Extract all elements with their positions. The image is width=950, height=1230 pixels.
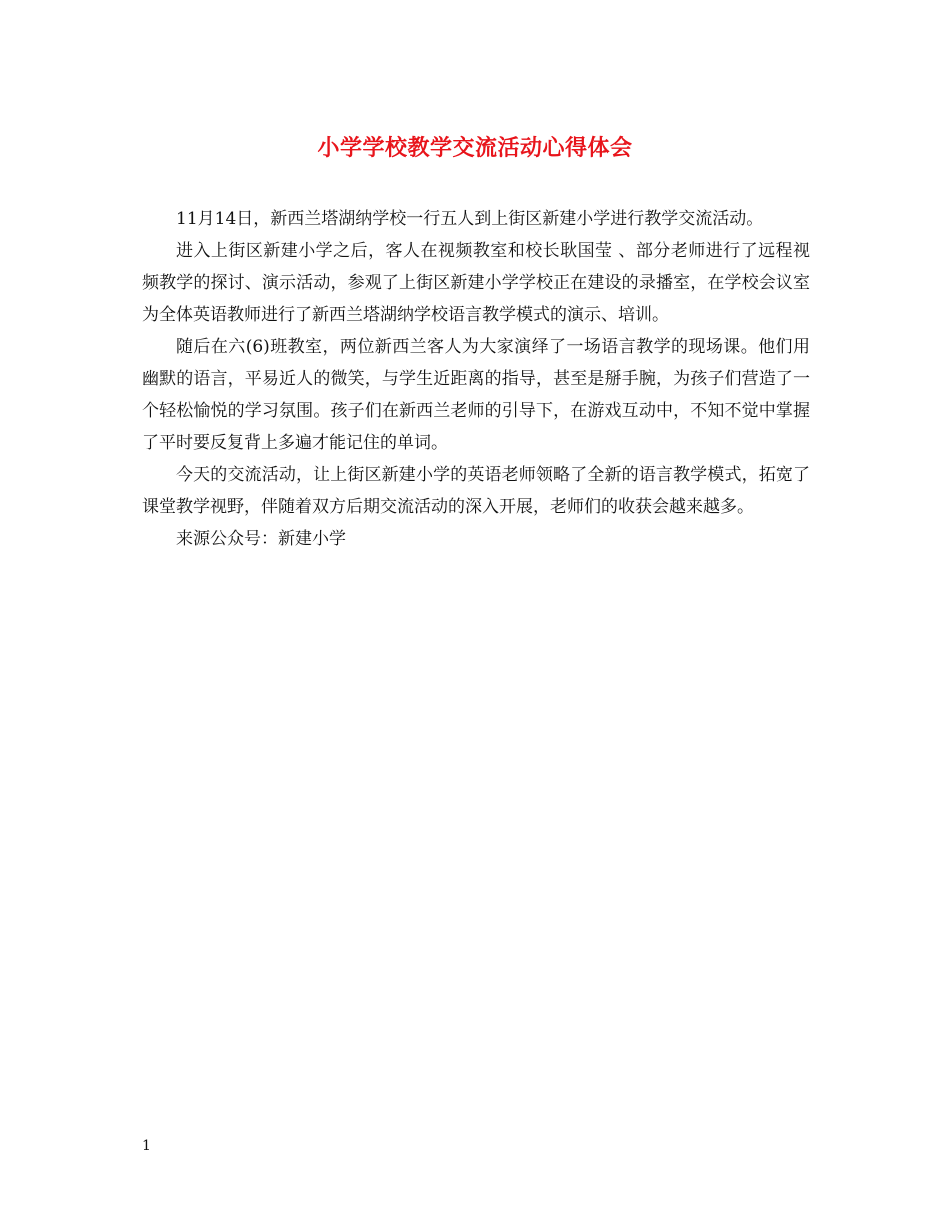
paragraph-2: 进入上街区新建小学之后，客人在视频教室和校长耿国莹 、部分老师进行了远程视频教学的探讨、演示活动，参观了上街区新建小学学校正在建设的录播室，在学校会议室为全体英语教师进行了新西兰塔湖纳学校语言教学模式的演示、培训。 bbox=[142, 241, 810, 325]
document-body bbox=[142, 203, 810, 555]
document-title: 小学学校教学交流活动心得体会 bbox=[317, 135, 633, 161]
source-line: 来源公众号：新建小学 bbox=[176, 529, 346, 549]
page-number: 1 bbox=[142, 1138, 151, 1154]
paragraph-4: 今天的交流活动，让上街区新建小学的英语老师领略了全新的语言教学模式，拓宽了课堂教学视野，伴随着双方后期交流活动的深入开展，老师们的收获会越来越多。 bbox=[142, 465, 810, 517]
paragraph-1: 11月14日，新西兰塔湖纳学校一行五人到上街区新建小学进行教学交流活动。 bbox=[176, 209, 764, 229]
paragraph-3: 随后在六(6)班教室，两位新西兰客人为大家演绎了一场语言教学的现场课。他们用幽默的语言，平易近人的微笑，与学生近距离的指导，甚至是掰手腕，为孩子们营造了一个轻松愉悦的学习氛围。孩子们在新西兰老师的引导下，在游戏互动中，不知不觉中掌握了平时要反复背上多遍才能记住的单词。 bbox=[142, 337, 810, 453]
